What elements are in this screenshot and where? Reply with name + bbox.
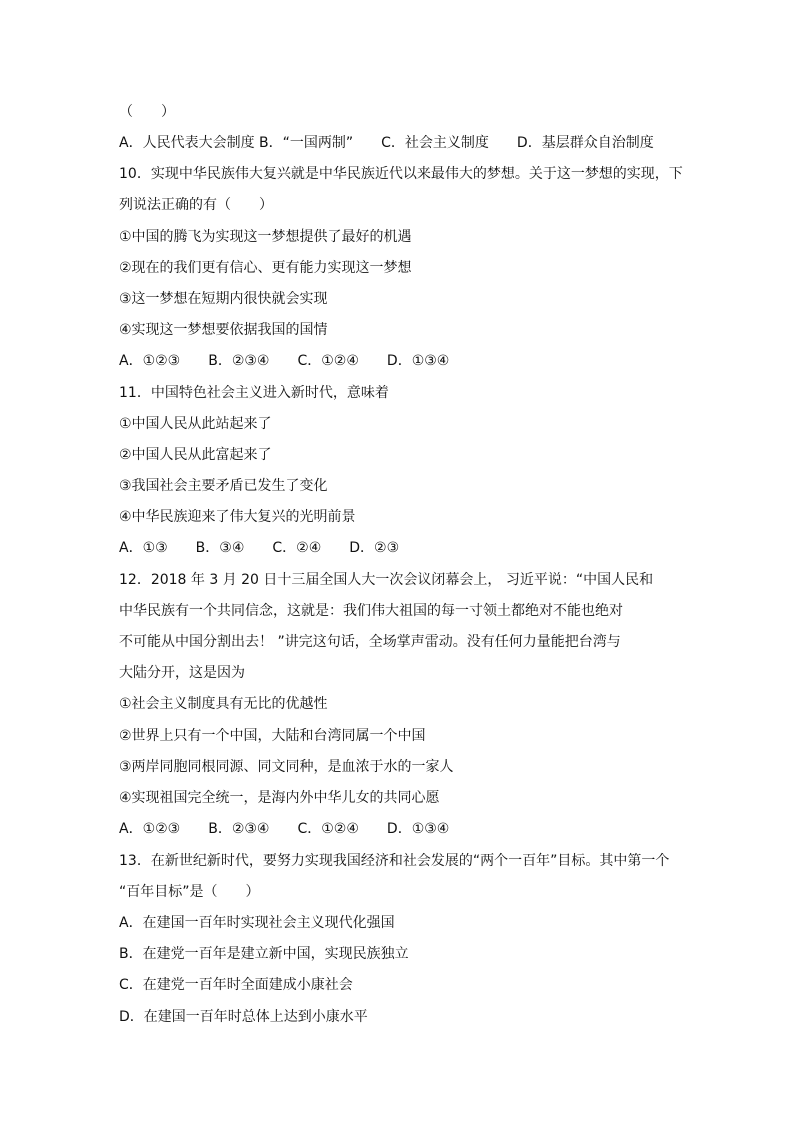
- q12-item-2: ②世界上只有一个中国，大陆和台湾同属一个中国: [119, 728, 426, 744]
- q10-item-1: ①中国的腾飞为实现这一梦想提供了最好的机遇: [119, 229, 412, 245]
- q13-option-a: A．在建国一百年时实现社会主义现代化强国: [119, 915, 395, 931]
- q13-stem-line-1: 13．在新世纪新时代，要努力实现我国经济和社会发展的“两个一百年”目标。其中第一个: [119, 853, 670, 869]
- q12-stem-line-4: 大陆分开，这是因为: [119, 665, 245, 681]
- q12-item-1: ①社会主义制度具有无比的优越性: [119, 696, 328, 712]
- q10-stem-line-1: 10．实现中华民族伟大复兴就是中华民族近代以来最伟大的梦想。关于这一梦想的实现，下: [119, 166, 683, 182]
- q11-item-2: ②中国人民从此富起来了: [119, 447, 272, 463]
- q12-item-3: ③两岸同胞同根同源、同文同种，是血浓于水的一家人: [119, 759, 454, 775]
- q12-stem-line-3: 不可能从中国分割出去！ ”讲完这句话，全场掌声雷动。没有任何力量能把台湾与: [119, 634, 621, 650]
- q11-item-4: ④中华民族迎来了伟大复兴的光明前景: [119, 509, 356, 525]
- q12-stem-line-2: 中华民族有一个共同信念，这就是：我们伟大祖国的每一寸领土都绝对不能也绝对: [119, 603, 623, 619]
- q11-item-1: ①中国人民从此站起来了: [119, 416, 272, 432]
- q10-item-3: ③这一梦想在短期内很快就会实现: [119, 291, 328, 307]
- q10-options: A．①②③ B．②③④ C．①②④ D．①③④: [119, 353, 450, 369]
- q13-stem-line-2: “百年目标”是（ ）: [119, 884, 260, 900]
- q12-item-4: ④实现祖国完全统一，是海内外中华儿女的共同心愿: [119, 790, 440, 806]
- q13-option-d: D．在建国一百年时总体上达到小康水平: [119, 1009, 368, 1025]
- q11-options: A．①③ B．③④ C．②④ D．②③: [119, 540, 400, 556]
- q9-options: A．人民代表大会制度 B．“一国两制” C．社会主义制度 D．基层群众自治制度: [119, 135, 654, 151]
- q12-options: A．①②③ B．②③④ C．①②④ D．①③④: [119, 821, 450, 837]
- q9-answer-bracket: （ ）: [119, 104, 175, 120]
- q10-stem-line-2: 列说法正确的有（ ）: [119, 197, 273, 213]
- q10-item-4: ④实现这一梦想要依据我国的国情: [119, 322, 328, 338]
- q11-item-3: ③我国社会主要矛盾已发生了变化: [119, 478, 328, 494]
- q11-stem: 11．中国特色社会主义进入新时代，意味着: [119, 385, 389, 401]
- q10-item-2: ②现在的我们更有信心、更有能力实现这一梦想: [119, 260, 412, 276]
- q13-option-c: C．在建党一百年时全面建成小康社会: [119, 977, 353, 993]
- q13-option-b: B．在建党一百年是建立新中国，实现民族独立: [119, 946, 409, 962]
- q12-stem-line-1: 12．2018 年 3 月 20 日十三届全国人大一次会议闭幕会上， 习近平说：“中国人民和: [119, 572, 654, 588]
